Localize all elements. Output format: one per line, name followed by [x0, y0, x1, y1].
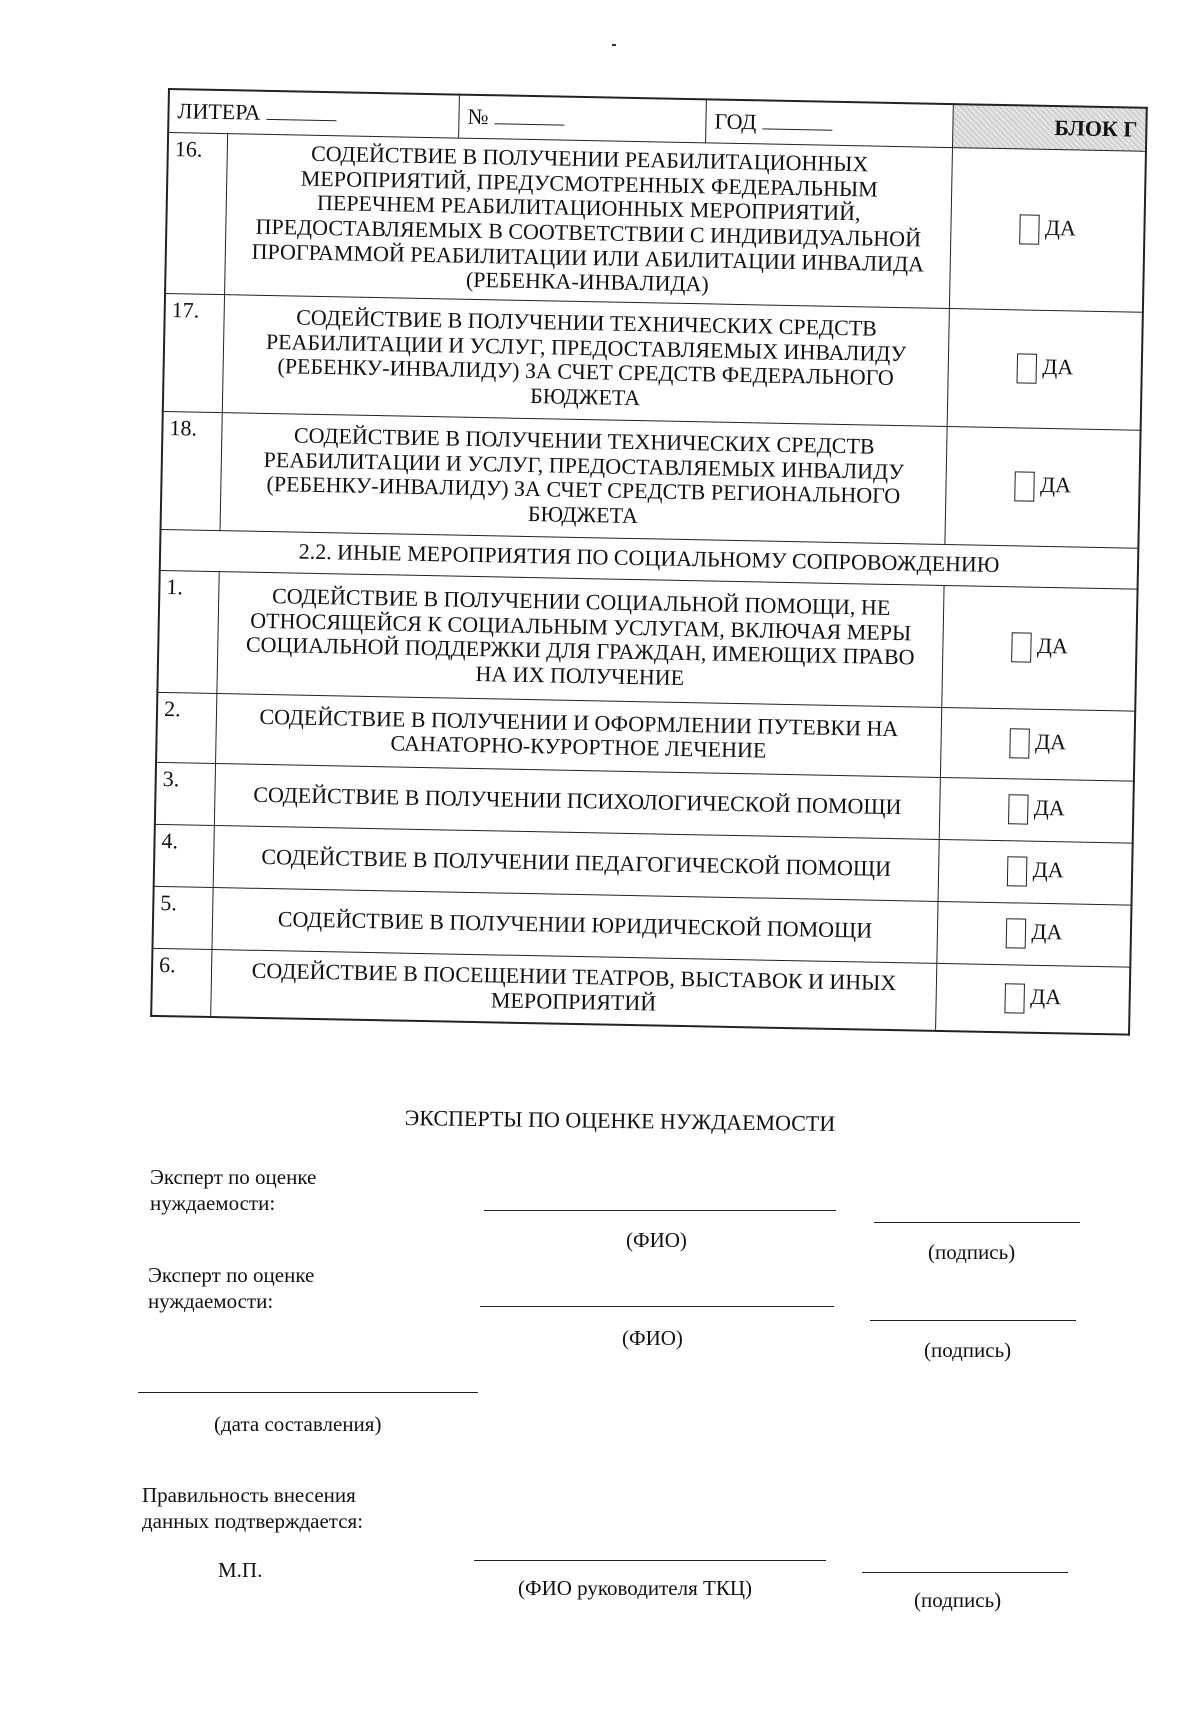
litera-field[interactable] — [266, 103, 336, 121]
row-checkbox-cell — [947, 308, 1143, 430]
checkbox[interactable] — [1011, 633, 1032, 663]
experts-title: ЭКСПЕРТЫ ПО ОЦЕНКЕ НУЖДАЕМОСТИ — [404, 1104, 836, 1137]
row-number: 17. — [163, 293, 225, 412]
litera-label: ЛИТЕРА — [177, 97, 261, 125]
table-row — [163, 293, 1143, 430]
checkbox[interactable] — [1014, 472, 1035, 502]
row-number: 1. — [157, 570, 219, 693]
row-checkbox-cell — [949, 148, 1146, 312]
litera-cell — [168, 89, 459, 138]
expert-2-signature-line[interactable] — [870, 1320, 1076, 1321]
row-text: СОДЕЙСТВИЕ В ПОЛУЧЕНИИ ПСИХОЛОГИЧЕСКОЙ ПОМОЩИ — [214, 763, 940, 839]
row-text: СОДЕЙСТВИЕ В ПОЛУЧЕНИИ СОЦИАЛЬНОЙ ПОМОЩИ, НЕ ОТНОСЯЩЕЙСЯ К СОЦИАЛЬНЫМ УСЛУГАМ, ВКЛЮЧАЯ МЕРЫ СОЦИАЛЬНОЙ ПОДДЕРЖКИ ДЛЯ ГРАЖДАН, ИМЕЮЩИХ ПРАВО НА ИХ ПОЛУЧЕНИЕ — [217, 571, 944, 707]
expert-1-signature-caption: (подпись) — [928, 1240, 1016, 1264]
block-label-cell — [953, 104, 1147, 151]
checkbox[interactable] — [1008, 795, 1029, 825]
row-text: СОДЕЙСТВИЕ В ПОЛУЧЕНИИ И ОФОРМЛЕНИИ ПУТЕВКИ НА САНАТОРНО-КУРОРТНОЕ ЛЕЧЕНИЕ — [216, 693, 942, 777]
row-number: 2. — [156, 692, 217, 763]
row-number: 6. — [151, 948, 212, 1017]
row-number: 18. — [161, 411, 223, 530]
expert-1-fio-caption: (ФИО) — [626, 1228, 687, 1252]
expert-2-signature-caption: (подпись) — [924, 1338, 1012, 1362]
row-text: СОДЕЙСТВИЕ В ПОЛУЧЕНИИ ПЕДАГОГИЧЕСКОЙ ПОМОЩИ — [213, 825, 939, 901]
row-checkbox-cell — [942, 585, 1138, 711]
row-text: СОДЕЙСТВИЕ В ПОЛУЧЕНИИ ТЕХНИЧЕСКИХ СРЕДСТВ РЕАБИЛИТАЦИИ И УСЛУГ, ПРЕДОСТАВЛЯЕМЫХ ИНВАЛИДУ (РЕБЕНКУ-ИНВАЛИДУ) ЗА СЧЕТ СРЕДСТВ ФЕДЕРАЛЬНОГО БЮДЖЕТА — [222, 294, 949, 426]
row-checkbox-cell — [945, 426, 1141, 548]
date-caption: (дата составления) — [214, 1412, 382, 1436]
section-title: 2.2. ИНЫЕ МЕРОПРИЯТИЯ ПО СОЦИАЛЬНОМУ СОПРОВОЖДЕНИЮ — [160, 529, 1139, 589]
head-signature-caption: (подпись) — [914, 1588, 1002, 1612]
confirm-label: Правильность внесения данных подтверждается: — [142, 1483, 364, 1534]
date-line[interactable] — [138, 1392, 478, 1393]
row-text: СОДЕЙСТВИЕ В ПОЛУЧЕНИИ ЮРИДИЧЕСКОЙ ПОМОЩИ — [212, 887, 938, 963]
checkbox-label: ДА — [1031, 919, 1063, 945]
checkbox-label: ДА — [1033, 795, 1066, 821]
head-signature-line[interactable] — [862, 1572, 1068, 1573]
checkbox-label: ДА — [1034, 729, 1067, 755]
checkbox[interactable] — [1016, 354, 1037, 384]
row-number: 5. — [152, 886, 213, 949]
row-text: СОДЕЙСТВИЕ В ПОЛУЧЕНИИ РЕАБИЛИТАЦИОННЫХ МЕРОПРИЯТИЙ, ПРЕДУСМОТРЕННЫХ ФЕДЕРАЛЬНЫМ ПЕРЕЧНЕМ РЕАБИЛИТАЦИОННЫХ МЕРОПРИЯТИЙ, ПРЕДОСТАВЛЯЕМЫХ В СООТВЕТСТВИИ С ИНДИВИДУАЛЬНОЙ ПРОГРАММОЙ РЕАБИЛИТАЦИИ ИЛИ АБИЛИТАЦИИ ИНВАЛИДА (РЕБЕНКА-ИНВАЛИДА) — [225, 134, 953, 309]
block-label: БЛОК Г — [1054, 114, 1138, 142]
row-text: СОДЕЙСТВИЕ В ПОЛУЧЕНИИ ТЕХНИЧЕСКИХ СРЕДСТВ РЕАБИЛИТАЦИИ И УСЛУГ, ПРЕДОСТАВЛЯЕМЫХ ИНВАЛИДУ (РЕБЕНКУ-ИНВАЛИДУ) ЗА СЧЕТ СРЕДСТВ РЕГИОНАЛЬНОГО БЮДЖЕТА — [220, 412, 947, 544]
row-checkbox-cell — [936, 963, 1131, 1035]
checkbox-label: ДА — [1042, 354, 1074, 380]
row-number: 16. — [165, 133, 228, 295]
stamp-label: М.П. — [218, 1558, 263, 1582]
year-field[interactable] — [762, 112, 832, 130]
year-label: ГОД — [714, 108, 757, 134]
checkbox[interactable] — [1005, 918, 1026, 948]
row-checkbox-cell — [937, 901, 1132, 967]
checkbox-label: ДА — [1039, 472, 1072, 498]
head-fio-line[interactable] — [474, 1560, 826, 1561]
row-number: 4. — [154, 824, 215, 887]
table-row — [165, 133, 1146, 312]
checkbox[interactable] — [1006, 856, 1027, 886]
checkbox[interactable] — [1009, 729, 1030, 759]
row-checkbox-cell — [940, 707, 1135, 781]
row-number: 3. — [155, 762, 216, 825]
checkbox-label: ДА — [1036, 633, 1069, 659]
expert-2-label: Эксперт по оценке нуждаемости: — [148, 1263, 315, 1314]
checkbox-label: ДА — [1030, 983, 1062, 1010]
year-cell — [706, 99, 954, 147]
number-label: № — [467, 103, 489, 129]
number-field[interactable] — [494, 107, 564, 125]
checkbox-label: ДА — [1032, 857, 1064, 883]
table-row — [161, 411, 1141, 548]
expert-1-signature-line[interactable] — [874, 1222, 1080, 1223]
expert-2-fio-caption: (ФИО) — [622, 1326, 683, 1350]
expert-2-fio-line[interactable] — [480, 1306, 834, 1307]
checkbox[interactable] — [1019, 214, 1040, 244]
row-checkbox-cell — [939, 777, 1134, 843]
expert-1-fio-line[interactable] — [484, 1210, 836, 1211]
checkbox[interactable] — [1004, 983, 1025, 1013]
checkbox-label: ДА — [1044, 214, 1077, 241]
expert-1-label: Эксперт по оценке нуждаемости: — [150, 1165, 317, 1216]
scan-artifact — [612, 44, 616, 46]
table-row — [157, 570, 1137, 711]
row-text: СОДЕЙСТВИЕ В ПОСЕЩЕНИИ ТЕАТРОВ, ВЫСТАВОК И ИНЫХ МЕРОПРИЯТИЙ — [211, 949, 937, 1031]
row-checkbox-cell — [938, 839, 1133, 905]
block-g-table — [150, 88, 1148, 1036]
head-fio-caption: (ФИО руководителя ТКЦ) — [518, 1576, 752, 1600]
number-cell — [459, 95, 707, 143]
